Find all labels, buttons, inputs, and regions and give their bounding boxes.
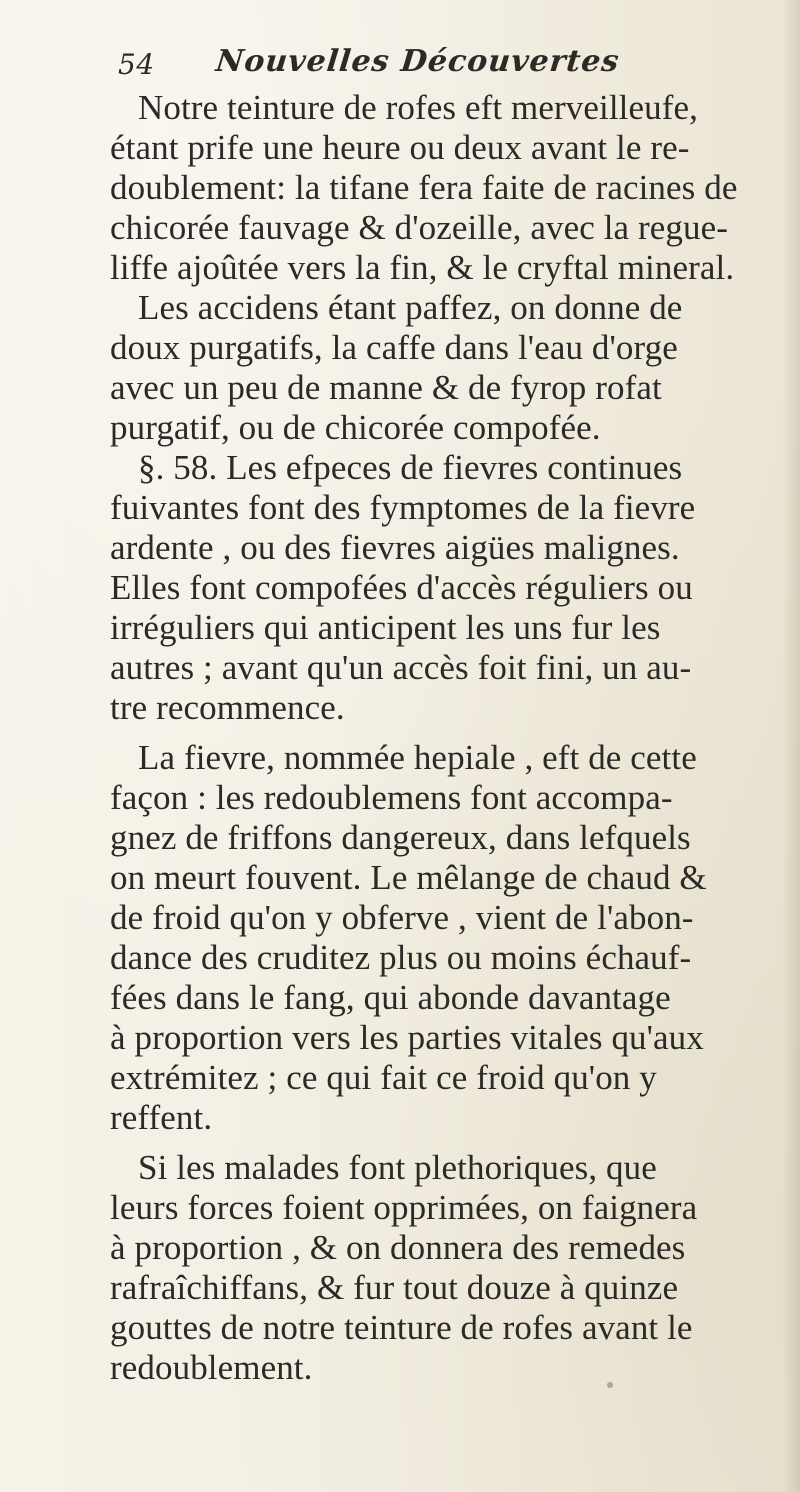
- text-line: fuivantes font des fymptomes de la fievre: [110, 488, 696, 527]
- text-line: avec un peu de manne & de fyrop rofat: [110, 368, 662, 407]
- text-line: dance des cruditez plus ou moins échauf-: [110, 938, 692, 977]
- text-line: leurs forces foient opprimées, on faignera: [110, 1188, 698, 1227]
- body-text: [110, 86, 770, 1406]
- text-line: §. 58. Les efpeces de fievres continues: [138, 448, 683, 487]
- text-line: gouttes de notre teinture de rofes avant le: [110, 1308, 693, 1347]
- text-line: irréguliers qui anticipent les uns fur les: [110, 608, 661, 647]
- text-line: purgatif, ou de chicorée compofée.: [110, 408, 601, 447]
- text-line: liffe ajoûtée vers la fin, & le cryftal mineral.: [110, 248, 735, 287]
- text-line: fées dans le fang, qui abonde davantage: [110, 978, 671, 1017]
- text-line: Notre teinture de rofes eft merveilleufe,: [138, 88, 698, 127]
- text-line: redoublement.: [110, 1348, 313, 1387]
- text-line: ardente , ou des fievres aigües malignes.: [110, 528, 680, 567]
- text-line: gnez de friffons dangereux, dans lefquels: [110, 818, 691, 857]
- text-line: doux purgatifs, la caffe dans l'eau d'orge: [110, 328, 678, 367]
- text-line: tre recommence.: [110, 688, 345, 727]
- text-line: on meurt fouvent. Le mêlange de chaud &: [110, 858, 707, 897]
- text-line: reffent.: [110, 1098, 213, 1137]
- text-line: Elles font compofées d'accès réguliers ou: [110, 568, 693, 607]
- text-line: doublement: la tifane fera faite de racines de: [110, 168, 738, 207]
- page-header: [118, 42, 718, 86]
- text-line: Les accidens étant paffez, on donne de: [138, 288, 683, 327]
- text-line: façon : les redoublemens font accompa-: [110, 778, 673, 817]
- text-line: rafraîchiffans, & fur tout douze à quinze: [110, 1268, 679, 1307]
- text-line: extrémitez ; ce qui fait ce froid qu'on y: [110, 1058, 657, 1097]
- text-line: chicorée fauvage & d'ozeille, avec la regue-: [110, 208, 728, 247]
- text-line: de froid qu'on y obferve , vient de l'abon-: [110, 898, 694, 937]
- text-line: autres ; avant qu'un accès foit fini, un au-: [110, 648, 692, 687]
- text-line: à proportion vers les parties vitales qu'aux: [110, 1018, 704, 1057]
- text-line: La fievre, nommée hepiale , eft de cette: [138, 738, 697, 777]
- printing-mark: [607, 1382, 613, 1388]
- text-line: à proportion , & on donnera des remedes: [110, 1228, 686, 1267]
- text-line: Si les malades font plethoriques, que: [138, 1148, 657, 1187]
- page-number: 54: [118, 48, 155, 81]
- running-head: Nouvelles Découvertes: [214, 44, 622, 79]
- text-line: étant prife une heure ou deux avant le re-: [110, 128, 690, 167]
